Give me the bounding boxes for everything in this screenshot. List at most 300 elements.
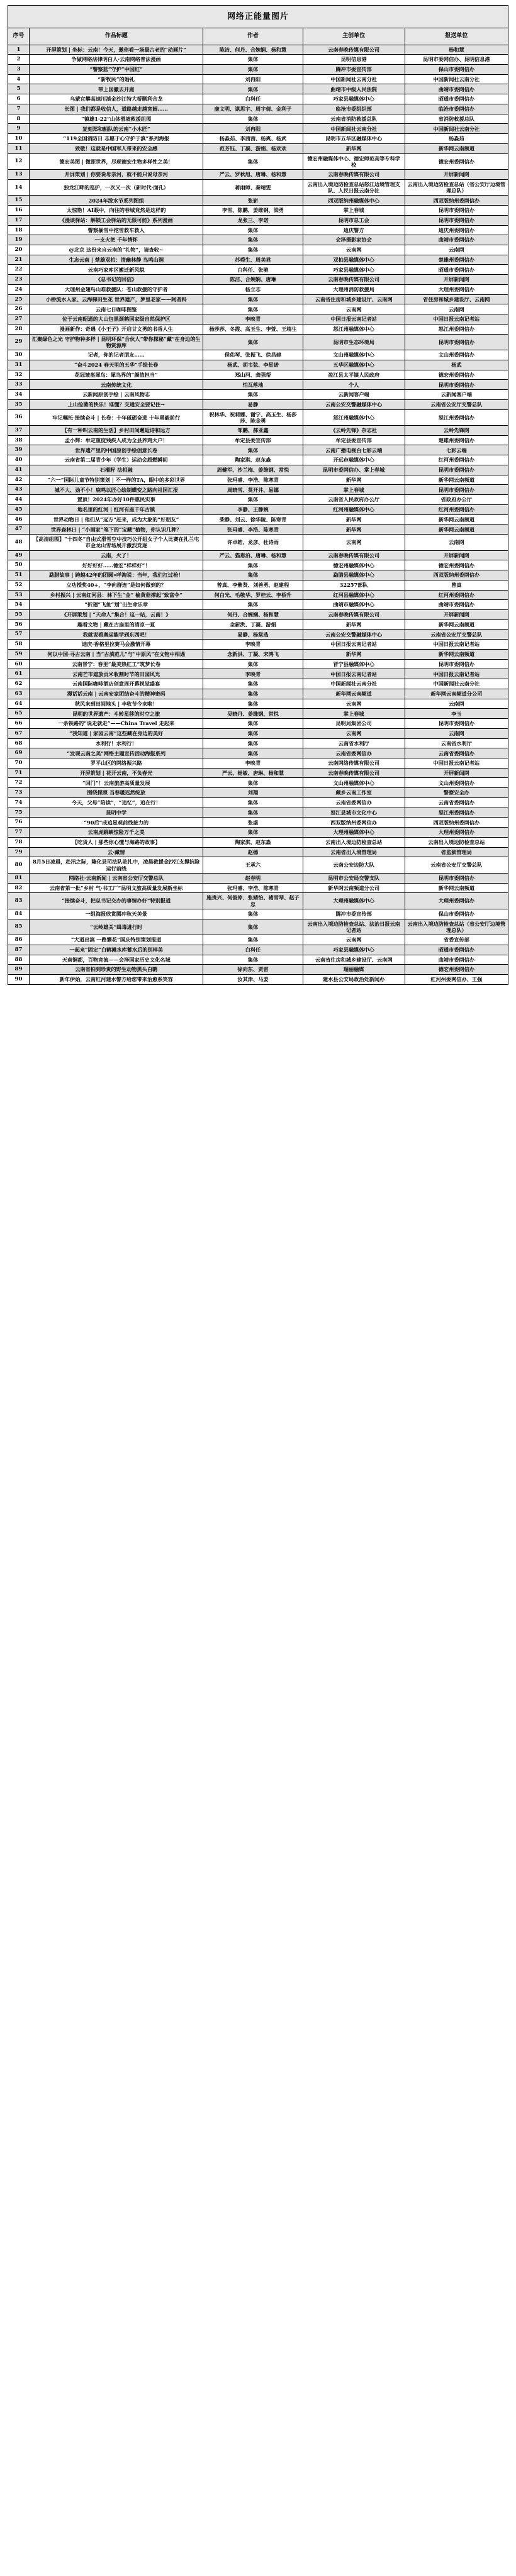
cell-submitting-unit: 保山市委网信办 xyxy=(405,909,508,919)
cell-submitting-unit: 省政府办公厅 xyxy=(405,495,508,505)
table-row xyxy=(8,370,508,380)
cell-creator-unit: 云南广播电视台七彩云端 xyxy=(303,445,405,455)
cell-creator-unit: 中国日报云南记者站 xyxy=(303,640,405,650)
cell-author: 张玛睿、李浩、陈寒青 xyxy=(203,883,303,893)
cell-work-title: 云南省第一批“乡村 气·书工厂”昆明文旅高质量发展新坐标 xyxy=(30,883,203,893)
cell-creator-unit: 云南春晚传媒有限公司 xyxy=(303,609,405,619)
cell-work-title: “我知道 | 家园云南”这些藏在身边的美好 xyxy=(30,728,203,738)
cell-work-title: 云南，火了！ xyxy=(30,550,203,560)
cell-creator-unit: 建水县公安局政治处新闻办 xyxy=(303,974,405,984)
title-row xyxy=(8,6,508,28)
table-row xyxy=(8,738,508,748)
cell-work-title: 警察暴雪中挖雪救车救人 xyxy=(30,225,203,235)
cell-index: 57 xyxy=(8,630,30,640)
column-header-author: 作者 xyxy=(203,28,303,45)
cell-creator-unit: 巧家县融媒体中心 xyxy=(303,94,405,104)
cell-submitting-unit: 新华网云南频道 xyxy=(405,143,508,153)
cell-index: 42 xyxy=(8,475,30,485)
column-header-creator-unit: 主创单位 xyxy=(303,28,405,45)
cell-work-title: 2024年泼水节系列图组 xyxy=(30,196,203,206)
cell-index: 52 xyxy=(8,580,30,590)
cell-submitting-unit: 西双版纳州委网信办 xyxy=(405,196,508,206)
cell-index: 23 xyxy=(8,275,30,285)
cell-submitting-unit: 昆明市委网信办 xyxy=(405,873,508,883)
cell-submitting-unit: 保山市委网信办 xyxy=(405,64,508,74)
table-row xyxy=(8,818,508,828)
cell-author: 曾真、李紫贤、刘善勇、赵建程 xyxy=(203,580,303,590)
cell-author: 集体 xyxy=(203,55,303,65)
cell-submitting-unit: 云南网 xyxy=(405,304,508,314)
cell-creator-unit: 中国日报云南记者站 xyxy=(303,669,405,679)
cell-submitting-unit: 大理州委网信办 xyxy=(405,284,508,294)
cell-author: 刘翔 xyxy=(203,788,303,798)
cell-work-title: 一起来“固定”白鹤滩水库蓄水后的别样美 xyxy=(30,945,203,955)
cell-submitting-unit: 德宏州委网信办 xyxy=(405,560,508,570)
cell-author: 集体 xyxy=(203,294,303,304)
cell-index: 66 xyxy=(8,719,30,729)
cell-work-title: 云南传统文化 xyxy=(30,380,203,390)
cell-submitting-unit: 新华网云南频道分公司 xyxy=(405,689,508,699)
table-row xyxy=(8,334,508,350)
table-row xyxy=(8,619,508,630)
cell-index: 37 xyxy=(8,426,30,436)
table-row xyxy=(8,350,508,360)
cell-creator-unit: 云南公安交警融媒体中心 xyxy=(303,630,405,640)
cell-submitting-unit: 七彩云端 xyxy=(405,445,508,455)
cell-author: 白科任 xyxy=(203,945,303,955)
cell-author: 施贵兴、何俊倬、张婧怡、褚雪琴、赵子忠 xyxy=(203,893,303,909)
cell-index: 16 xyxy=(8,206,30,216)
cell-submitting-unit: 迪庆州委网信办 xyxy=(405,225,508,235)
cell-index: 62 xyxy=(8,679,30,689)
table-row xyxy=(8,883,508,893)
table-row xyxy=(8,797,508,808)
table-row xyxy=(8,143,508,153)
cell-author: 何白光、毛敬华、罗桂云、李桥升 xyxy=(203,590,303,600)
cell-author: 康文明、谌思宇、周宇倩、金利子 xyxy=(203,104,303,114)
cell-submitting-unit: 楚雄州委网信办 xyxy=(405,255,508,265)
cell-author: 陶家淇、赵东淼 xyxy=(203,455,303,465)
cell-work-title: 开屏策划 | 坐标：云南！今天，邀你看一场最古老的“动画片” xyxy=(30,45,203,55)
cell-index: 4 xyxy=(8,74,30,84)
document-sheet xyxy=(0,5,516,985)
cell-index: 34 xyxy=(8,390,30,400)
cell-submitting-unit: 怒江州委网信办 xyxy=(405,409,508,426)
cell-submitting-unit: 怒江州委网信办 xyxy=(405,324,508,334)
cell-submitting-unit: 中国新闻社云南分社 xyxy=(405,74,508,84)
cell-author: 集体 xyxy=(203,778,303,788)
cell-creator-unit: 怒江州融媒体中心 xyxy=(303,324,405,334)
cell-work-title: 趣看文物 | 藏在古扇里的清凉一夏 xyxy=(30,619,203,630)
cell-index: 12 xyxy=(8,153,30,170)
cell-author: 陈洁、何丹、合婉娴、杨和慧 xyxy=(203,45,303,55)
cell-work-title: 开屏策划 | 花开云南，不负春光 xyxy=(30,768,203,778)
cell-index: 36 xyxy=(8,409,30,426)
table-row xyxy=(8,255,508,265)
cell-author: 牟定县委宣传部 xyxy=(203,435,303,445)
cell-creator-unit: 怒江县城市文化中心 xyxy=(303,808,405,818)
cell-creator-unit: 开远市融媒体中心 xyxy=(303,455,405,465)
cell-author: 邹鹏、郝亚鑫 xyxy=(203,426,303,436)
cell-submitting-unit: 云新闻客户端 xyxy=(405,390,508,400)
column-header-work-title: 作品标题 xyxy=(30,28,203,45)
table-row xyxy=(8,426,508,436)
cell-creator-unit: 云南省水利厅 xyxy=(303,738,405,748)
table-row xyxy=(8,919,508,935)
cell-index: 6 xyxy=(8,94,30,104)
cell-submitting-unit: 云南出入境边防检查总站 xyxy=(405,837,508,847)
cell-creator-unit: 曲靖市融媒体中心 xyxy=(303,600,405,610)
cell-work-title: 新年伊始，云南红河建水警方给您带来治愈系笑容 xyxy=(30,974,203,984)
cell-creator-unit: 云新闻客户端 xyxy=(303,390,405,400)
cell-author: 集体 xyxy=(203,808,303,818)
cell-index: 86 xyxy=(8,935,30,945)
cell-author: 集体 xyxy=(203,153,303,170)
table-body xyxy=(8,45,508,984)
cell-work-title: 独龙江畔的巡护，一次又一次（新时代·面孔） xyxy=(30,179,203,196)
cell-submitting-unit: 新华网云南频道 xyxy=(405,514,508,525)
cell-submitting-unit: 德宏州委网信办 xyxy=(405,370,508,380)
cell-author: 集体 xyxy=(203,738,303,748)
cell-work-title: 昆明的世界遗产：斗转星移的时空之旅 xyxy=(30,709,203,719)
cell-work-title: 复刻郑和船队的云南“小木匠” xyxy=(30,124,203,134)
cell-submitting-unit: 文山州委网信办 xyxy=(405,350,508,360)
cell-author: 念新洪、丁凝、游娟 xyxy=(203,619,303,630)
cell-creator-unit: 勐腊县融媒体中心 xyxy=(303,570,405,580)
cell-work-title: 小桥流水人家、云海梯田生花 世界遗产，梦里老家——阿者科 xyxy=(30,294,203,304)
cell-index: 48 xyxy=(8,535,30,551)
table-row xyxy=(8,390,508,400)
cell-creator-unit: 腾冲市委宣传部 xyxy=(303,909,405,919)
cell-work-title: 云南虎跳峡惊险万千之美 xyxy=(30,828,203,838)
cell-submitting-unit: 新华网云南频道 xyxy=(405,525,508,535)
cell-work-title: “折翅”飞鱼“划”出生命乐章 xyxy=(30,600,203,610)
cell-submitting-unit: 云南网 xyxy=(405,699,508,709)
cell-submitting-unit: 红河州委网信办 xyxy=(405,590,508,600)
table-row xyxy=(8,630,508,640)
cell-creator-unit: 云南出入境边防检查总站 xyxy=(303,837,405,847)
cell-work-title: 孟小辉：牟定重度残疾人成为全县养鸡大户！ xyxy=(30,435,203,445)
table-row xyxy=(8,768,508,778)
cell-index: 45 xyxy=(8,504,30,514)
cell-work-title: 云南国际咖啡酒店创意周开幕视觉盛宴 xyxy=(30,679,203,689)
cell-work-title: 云南七日咖啡图鉴 xyxy=(30,304,203,314)
cell-work-title: 石榴籽 法相融 xyxy=(30,465,203,475)
table-row xyxy=(8,748,508,758)
cell-author: 集体 xyxy=(203,699,303,709)
table-row xyxy=(8,709,508,719)
cell-index: 75 xyxy=(8,808,30,818)
table-row xyxy=(8,847,508,857)
cell-work-title: 天南铜都，百物竞流——会泽国家历史文化名城 xyxy=(30,955,203,965)
cell-author: 吴晓丹、姜维钢、常悦 xyxy=(203,709,303,719)
cell-creator-unit: 云南省人民政府办公厅 xyxy=(303,495,405,505)
cell-index: 73 xyxy=(8,788,30,798)
cell-work-title: 云南芒市遮放贡米收割时节的田园风光 xyxy=(30,669,203,679)
cell-index: 40 xyxy=(8,455,30,465)
cell-author: 杨莎莎、冬霞、高玉生、李萱、王靖生 xyxy=(203,324,303,334)
cell-author: 何丹、合婉娴、杨和慧 xyxy=(203,609,303,619)
cell-submitting-unit: 曲靖市委网信办 xyxy=(405,600,508,610)
cell-creator-unit: 昆明信息港 xyxy=(303,55,405,65)
cell-index: 8 xyxy=(8,114,30,124)
cell-author: 集体 xyxy=(203,445,303,455)
cell-work-title: 围绕探照 当春暖迟然绽放 xyxy=(30,788,203,798)
cell-creator-unit: 新华网 xyxy=(303,514,405,525)
cell-submitting-unit: 新华网云南频道 xyxy=(405,649,508,659)
cell-creator-unit: 大理州融媒体中心 xyxy=(303,893,405,909)
cell-author: 集体 xyxy=(203,390,303,400)
cell-submitting-unit: 云南省委网信办 xyxy=(405,748,508,758)
table-row xyxy=(8,84,508,94)
table-row xyxy=(8,225,508,235)
cell-index: 44 xyxy=(8,495,30,505)
cell-author: 白科任 xyxy=(203,94,303,104)
cell-author: 严云、杨敏、唐琳、杨和慧 xyxy=(203,768,303,778)
cell-submitting-unit: 大理州委网信办 xyxy=(405,828,508,838)
cell-creator-unit: 新华网 xyxy=(303,619,405,630)
cell-work-title: 云新闻原创手绘 | 云南风物志 xyxy=(30,390,203,400)
table-row xyxy=(8,124,508,134)
cell-author: 集体 xyxy=(203,114,303,124)
table-row xyxy=(8,455,508,465)
cell-work-title: 置顶！2024年办好10件惠民实事 xyxy=(30,495,203,505)
cell-index: 76 xyxy=(8,818,30,828)
cell-index: 27 xyxy=(8,314,30,325)
cell-creator-unit: 巧家县融媒体中心 xyxy=(303,265,405,275)
cell-index: 25 xyxy=(8,294,30,304)
table-row xyxy=(8,909,508,919)
table-row xyxy=(8,580,508,590)
table-row xyxy=(8,215,508,225)
cell-author: 王承六 xyxy=(203,857,303,874)
cell-submitting-unit: 昆明市委网信办 xyxy=(405,206,508,216)
cell-work-title: 乌蒙宜攀高速川滇金沙江特大桥顺利合龙 xyxy=(30,94,203,104)
cell-index: 63 xyxy=(8,689,30,699)
cell-submitting-unit: 开屏新闻网 xyxy=(405,170,508,180)
table-row xyxy=(8,235,508,245)
table-row xyxy=(8,659,508,669)
cell-work-title: 争做网络法律明白人·云南网络普法漫画 xyxy=(30,55,203,65)
cell-creator-unit: 藏乡云南工作室 xyxy=(303,788,405,798)
cell-submitting-unit: 新华网云南频道 xyxy=(405,883,508,893)
cell-creator-unit: 云南春晚传媒有限公司 xyxy=(303,170,405,180)
table-row xyxy=(8,294,508,304)
table-row xyxy=(8,435,508,445)
table-row xyxy=(8,728,508,738)
table-row xyxy=(8,679,508,689)
cell-work-title: 迪庆·香格里拉赛马会激情开幕 xyxy=(30,640,203,650)
cell-work-title: 【高清组图】“十四冬”自由式滑雪空中技巧公开组女子个人比赛在扎兰屯市金龙山雪场展开激烈竞逐 xyxy=(30,535,203,551)
cell-creator-unit: 中国日报云南记者站 xyxy=(303,314,405,325)
cell-creator-unit: 晋宁县融媒体中心 xyxy=(303,659,405,669)
cell-work-title: 立功授奖40+，“李向群连”是如何做到的？ xyxy=(30,580,203,590)
cell-creator-unit: 文山州融媒体中心 xyxy=(303,778,405,788)
column-header-submitting-unit: 报送单位 xyxy=(405,28,508,45)
cell-work-title: 带上国徽去开庭 xyxy=(30,84,203,94)
cell-work-title: 8月5日凌晨，赴汛之际，隆化县司法队驻扎中，凌晨救援金沙江支撑抗险运行前线 xyxy=(30,857,203,874)
cell-work-title: “90后”成追星观前线接力的 xyxy=(30,818,203,828)
cell-creator-unit: 掌上春城 xyxy=(303,206,405,216)
cell-author: 严云、罗秋旭、唐琳、杨和慧 xyxy=(203,170,303,180)
cell-submitting-unit: 曲靖市委网信办 xyxy=(405,84,508,94)
cell-author: 杨武、胡韦弦、李星诺 xyxy=(203,360,303,370)
cell-index: 51 xyxy=(8,570,30,580)
cell-index: 26 xyxy=(8,304,30,314)
cell-index: 5 xyxy=(8,84,30,94)
cell-creator-unit: 昆明市公安局交警支队 xyxy=(303,873,405,883)
cell-creator-unit: 云南网 xyxy=(303,935,405,945)
table-row xyxy=(8,445,508,455)
cell-index: 39 xyxy=(8,445,30,455)
cell-author: 集体 xyxy=(203,245,303,255)
cell-creator-unit: 云南网 xyxy=(303,304,405,314)
cell-submitting-unit: 昆明市委网信办 xyxy=(405,465,508,475)
cell-author: 张玛睿、李浩、陈寒青 xyxy=(203,475,303,485)
cell-creator-unit: 云南省出入境管理局 xyxy=(303,847,405,857)
cell-work-title: 太惊艳！AI眼中，向往的春城竟然是这样的 xyxy=(30,206,203,216)
cell-submitting-unit: 昆明市委网信办 xyxy=(405,659,508,669)
cell-submitting-unit: 德宏州委网信办 xyxy=(405,965,508,975)
cell-submitting-unit: 杨武 xyxy=(405,360,508,370)
cell-author: 龙张三、李诺 xyxy=(203,215,303,225)
cell-index: 10 xyxy=(8,134,30,144)
table-row xyxy=(8,45,508,55)
cell-submitting-unit: 开屏新闻网 xyxy=(405,768,508,778)
cell-work-title: 一支火把 千年情怀 xyxy=(30,235,203,245)
table-row xyxy=(8,550,508,560)
table-row xyxy=(8,560,508,570)
cell-creator-unit: 怒江州融媒体中心 xyxy=(303,409,405,426)
cell-submitting-unit: 省住房和城乡建设厅、云南网 xyxy=(405,294,508,304)
cell-submitting-unit: 德宏州委网信办 xyxy=(405,153,508,170)
cell-index: 79 xyxy=(8,847,30,857)
table-row xyxy=(8,828,508,838)
cell-index: 77 xyxy=(8,828,30,838)
cell-creator-unit: 云南春晚传媒有限公司 xyxy=(303,768,405,778)
cell-creator-unit: 云南春晚传媒有限公司 xyxy=(303,275,405,285)
cell-author: 郑山河、龚强帮 xyxy=(203,370,303,380)
cell-index: 72 xyxy=(8,778,30,788)
cell-work-title: 昆明中学 xyxy=(30,808,203,818)
cell-index: 58 xyxy=(8,640,30,650)
cell-creator-unit: 西双版纳州委网信办 xyxy=(303,818,405,828)
cell-work-title: 城不大、劲不小！鹿鸣以匠心绘制蝶变之路向祖国汇报 xyxy=(30,485,203,495)
cell-index: 90 xyxy=(8,974,30,984)
cell-submitting-unit: 楚雄州委网信办 xyxy=(405,435,508,445)
cell-author: 集体 xyxy=(203,748,303,758)
cell-author: 集体 xyxy=(203,560,303,570)
cell-author: 杨淼茹、李茜茜、杨爽、杨武 xyxy=(203,134,303,144)
cell-author: 李雪、陈鹏、姜维钢、梁勇 xyxy=(203,206,303,216)
cell-creator-unit: 巧家县融媒体中心 xyxy=(303,945,405,955)
table-row xyxy=(8,504,508,514)
cell-creator-unit: 新华网云南频道分公司 xyxy=(303,883,405,893)
cell-work-title: “六一”国际儿童节特别策划 | 不一样的TA，眼中的多彩世界 xyxy=(30,475,203,485)
cell-creator-unit: 红河州融媒体中心 xyxy=(303,504,405,514)
cell-author: 侯佑琴、张振飞、徐昌建 xyxy=(203,350,303,360)
cell-author: 集体 xyxy=(203,828,303,838)
cell-work-title: “云岭雄关”缉毒进行时 xyxy=(30,919,203,935)
cell-author: 集体 xyxy=(203,919,303,935)
table-row xyxy=(8,974,508,984)
cell-work-title: 汇聚绿色之光 守护物种多样 | 昆明环保“合伙人”带你探秘“藏”在身边的生物资源库 xyxy=(30,334,203,350)
cell-author: 李映青 xyxy=(203,758,303,769)
cell-work-title: 水利行！水利行！ xyxy=(30,738,203,748)
cell-index: 35 xyxy=(8,399,30,409)
table-row xyxy=(8,570,508,580)
cell-submitting-unit: 警察安全办 xyxy=(405,788,508,798)
cell-author: 集体 xyxy=(203,935,303,945)
cell-creator-unit: 云南省住房和城乡建设厅、云南网 xyxy=(303,955,405,965)
table-row xyxy=(8,669,508,679)
cell-submitting-unit: 云南网 xyxy=(405,245,508,255)
cell-creator-unit: 云南出入境边防检查总站怒江边境管理支队、人民日报云南分社 xyxy=(303,179,405,196)
cell-index: 9 xyxy=(8,124,30,134)
cell-submitting-unit: 红河州委网信办 xyxy=(405,504,508,514)
cell-author: 集体 xyxy=(203,84,303,94)
cell-author: 周健军、沙兰梅、姜维钢、常悦 xyxy=(203,465,303,475)
cell-work-title: “接续奋斗，把总书记交办的事情办好”特别报道 xyxy=(30,893,203,909)
cell-creator-unit: 大理州融媒体中心 xyxy=(303,828,405,838)
cell-author: 集体 xyxy=(203,797,303,808)
cell-work-title: “119全国消防日 志愿于心守护于滇”系列海报 xyxy=(30,134,203,144)
cell-index: 31 xyxy=(8,360,30,370)
cell-submitting-unit: 曲靖市委网信办 xyxy=(405,235,508,245)
cell-index: 47 xyxy=(8,525,30,535)
cell-submitting-unit: 中国日报云南记者站 xyxy=(405,758,508,769)
cell-creator-unit: 曲靖市中级人民法院 xyxy=(303,84,405,94)
cell-creator-unit: 云南网 xyxy=(303,245,405,255)
cell-submitting-unit: 云南出入境边防检查总站（省公安厅边境管理总队） xyxy=(405,919,508,935)
table-row xyxy=(8,758,508,769)
cell-work-title: 云·藏情 xyxy=(30,847,203,857)
cell-submitting-unit: 新华网云南频道 xyxy=(405,475,508,485)
cell-work-title: @北京 这份来自云南的“礼物”，请查收~ xyxy=(30,245,203,255)
cell-creator-unit: 文山州融媒体中心 xyxy=(303,350,405,360)
cell-work-title: 《漫谈驿站：解锁工会驿站的无限可能》系列漫画 xyxy=(30,215,203,225)
cell-author: 祝林华、祝莉娜、谢宁、高玉生、杨莎莎、陈金勇 xyxy=(203,409,303,426)
cell-creator-unit: 云南省委网信办 xyxy=(303,797,405,808)
cell-creator-unit: 云南网 xyxy=(303,535,405,551)
cell-work-title: 云南巧家库区搬迁新风貌 xyxy=(30,265,203,275)
cell-creator-unit: 云南网 xyxy=(303,699,405,709)
cell-index: 83 xyxy=(8,893,30,909)
cell-work-title: 云南省拍到珍贵的野生动物黑头白鹮 xyxy=(30,965,203,975)
cell-index: 87 xyxy=(8,945,30,955)
table-row xyxy=(8,409,508,426)
cell-submitting-unit: 云南省公安厅交警总队 xyxy=(405,399,508,409)
cell-work-title: 【吃货人 | 那些你心懂与海路的故事】 xyxy=(30,837,203,847)
cell-submitting-unit: 昆明市委网信办 xyxy=(405,380,508,390)
table-row xyxy=(8,778,508,788)
cell-work-title: 漫话话云南 | 云南安家团结奋斗的精神密码 xyxy=(30,689,203,699)
cell-creator-unit: 德宏州融媒体中心、德宏师范高等专科学校 xyxy=(303,153,405,170)
cell-author: 集体 xyxy=(203,495,303,505)
cell-author: 集体 xyxy=(203,600,303,610)
cell-index: 53 xyxy=(8,590,30,600)
cell-author: 蒋雨师、秦靖雯 xyxy=(203,179,303,196)
cell-submitting-unit: 杨和慧 xyxy=(405,45,508,55)
table-row xyxy=(8,609,508,619)
cell-submitting-unit: 中国日报云南记者站 xyxy=(405,640,508,650)
cell-index: 64 xyxy=(8,699,30,709)
cell-submitting-unit: 云南省公安厅交警总队 xyxy=(405,630,508,640)
table-row xyxy=(8,74,508,84)
cell-submitting-unit: 开屏新闻网 xyxy=(405,609,508,619)
cell-creator-unit: 云南出入境边防检查总站、法治日报云南记者站 xyxy=(303,919,405,935)
table-row xyxy=(8,245,508,255)
